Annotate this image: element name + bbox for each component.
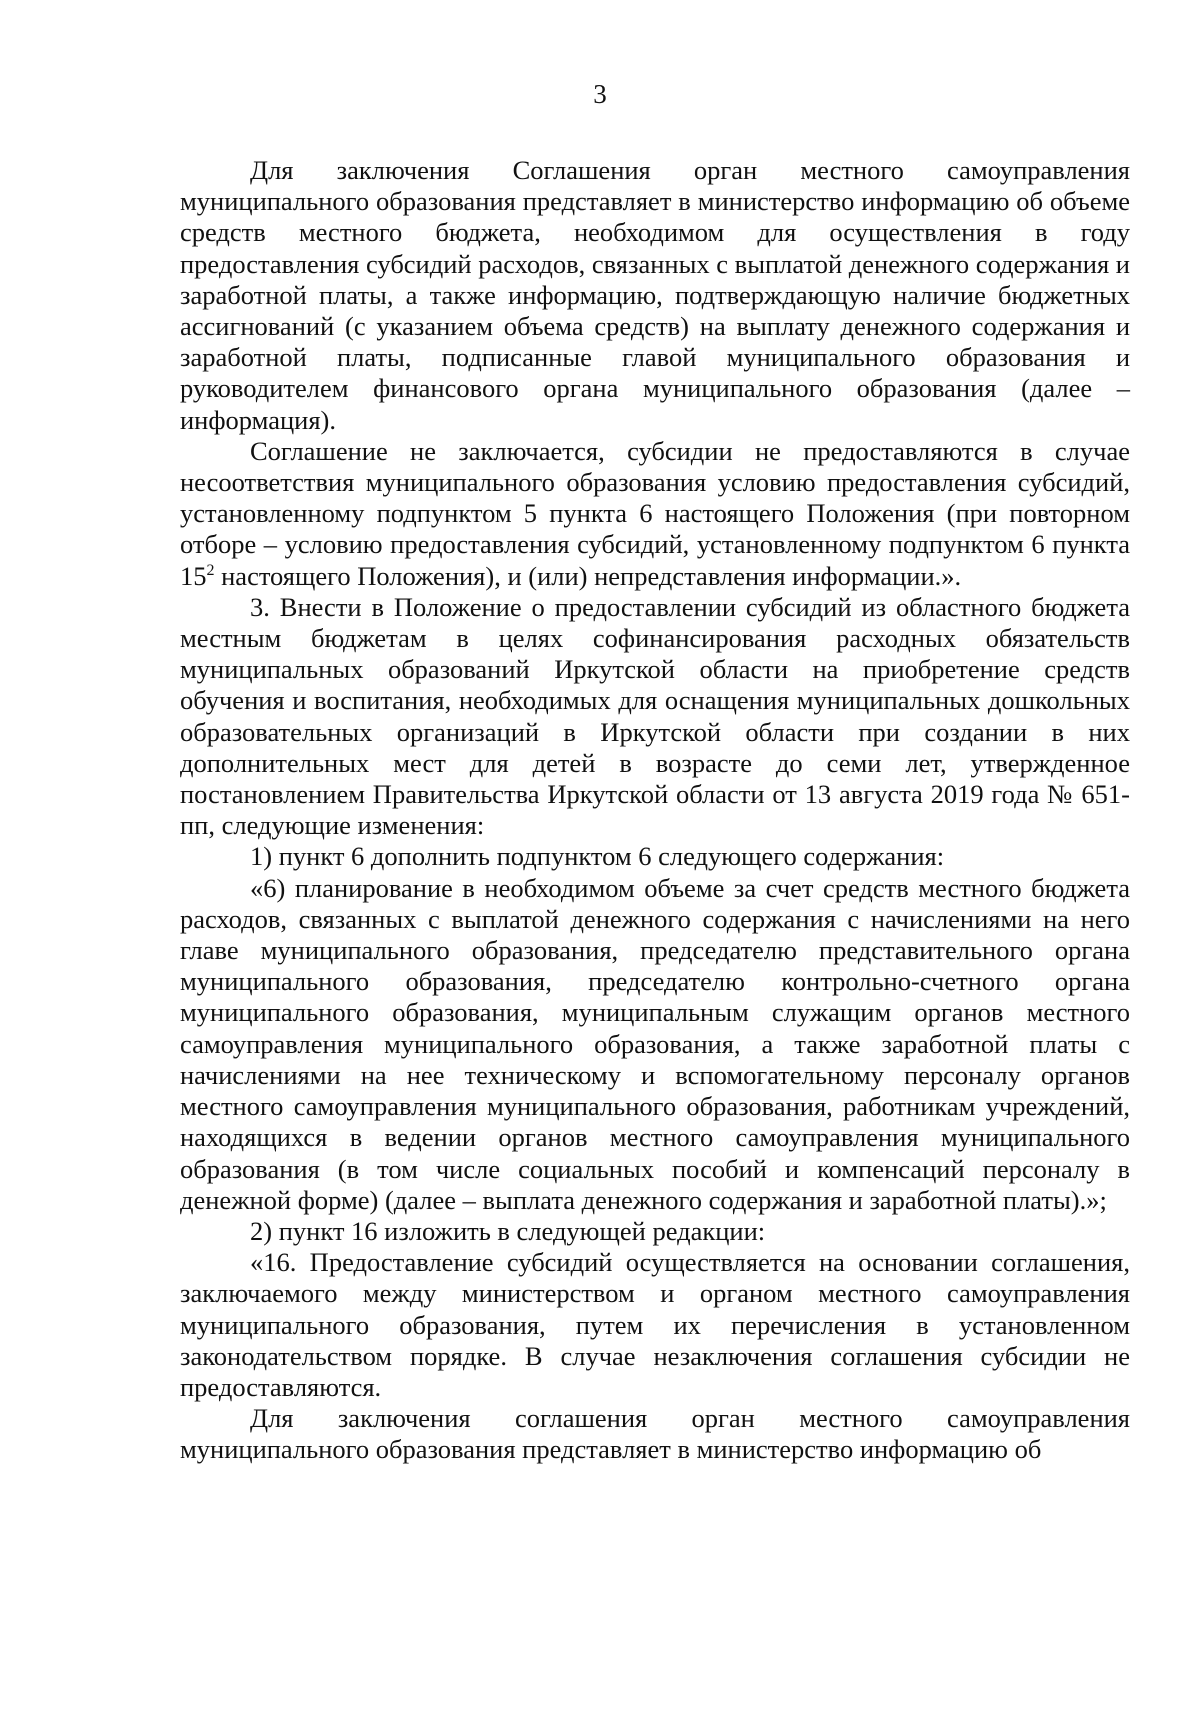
paragraph-agreement-info: Для заключения Соглашения орган местного самоуправления муниципального образования представляет в министерство информацию об объеме средств местного бюджета, необходимом для осуществления в году предоставления субсидий расходов, связанных с выплатой денежного содержания и заработной платы, а также информацию, подтверждающую наличие бюджетных ассигнований (с указанием объема средств) на выплату денежного содержания и заработной платы, подписанные главой муниципального образования и руководителем финансового органа муниципального образования (далее – информация). bbox=[180, 155, 1130, 435]
paragraph-agreement-refusal-text: Соглашение не заключается, субсидии не предоставляются в случае несоответствия муниципального образования условию предоставления субсидий, установленному подпунктом 5 пункта 6 настоящего Положения (при повторном отборе – условию предоставления субсидий, установленному подпунктом 6 пункта 15 bbox=[180, 435, 1130, 591]
paragraph-amendment-3: 3. Внести в Положение о предоставлении субсидий из областного бюджета местным бюджетам в целях софинансирования расходных обязательств муниципальных образований Иркутской области на приобретение средств обучения и воспитания, необходимых для оснащения муниципальных дошкольных образовательных организаций в Иркутской области при создании в них дополнительных мест для детей в возрасте до семи лет, утвержденное постановлением Правительства Иркутской области от 13 августа 2019 года № 651-пп, следующие изменения: bbox=[180, 591, 1130, 841]
paragraph-item-2: 2) пункт 16 изложить в следующей редакции: bbox=[250, 1215, 766, 1246]
paragraph-agreement-info-continued: Для заключения соглашения орган местного самоуправления муниципального образования представляет в министерство информацию об bbox=[180, 1403, 1130, 1465]
paragraph-agreement-refusal bbox=[180, 436, 1130, 592]
paragraph-item-1: 1) пункт 6 дополнить подпунктом 6 следующего содержания: bbox=[250, 841, 945, 872]
paragraph-agreement-refusal-tail: настоящего Положения), и (или) непредставления информации.». bbox=[214, 560, 962, 591]
paragraph-subitem-6: «6) планирование в необходимом объеме за счет средств местного бюджета расходов, связанных с выплатой денежного содержания с начислениями на него главе муниципального образования, председателю представительного органа муниципального образования, председателю контрольно-счетного органа муниципального образования, муниципальным служащим органов местного самоуправления муниципального образования, а также заработной платы с начислениями на нее техническому и вспомогательному персоналу органов местного самоуправления муниципального образования, работникам учреждений, находящихся в ведении органов местного самоуправления муниципального образования (в том числе социальных пособий и компенсаций персоналу в денежной форме) (далее – выплата денежного содержания и заработной платы).»; bbox=[180, 872, 1130, 1215]
document-body bbox=[180, 155, 1130, 1466]
page-number: 3 bbox=[593, 79, 607, 109]
paragraph-point-16: «16. Предоставление субсидий осуществляется на основании соглашения, заключаемого между министерством и органом местного самоуправления муниципального образования, путем их перечисления в установленном законодательством порядке. В случае незаключения соглашения субсидии не предоставляются. bbox=[180, 1247, 1130, 1402]
superscript-index: 2 bbox=[206, 561, 215, 579]
